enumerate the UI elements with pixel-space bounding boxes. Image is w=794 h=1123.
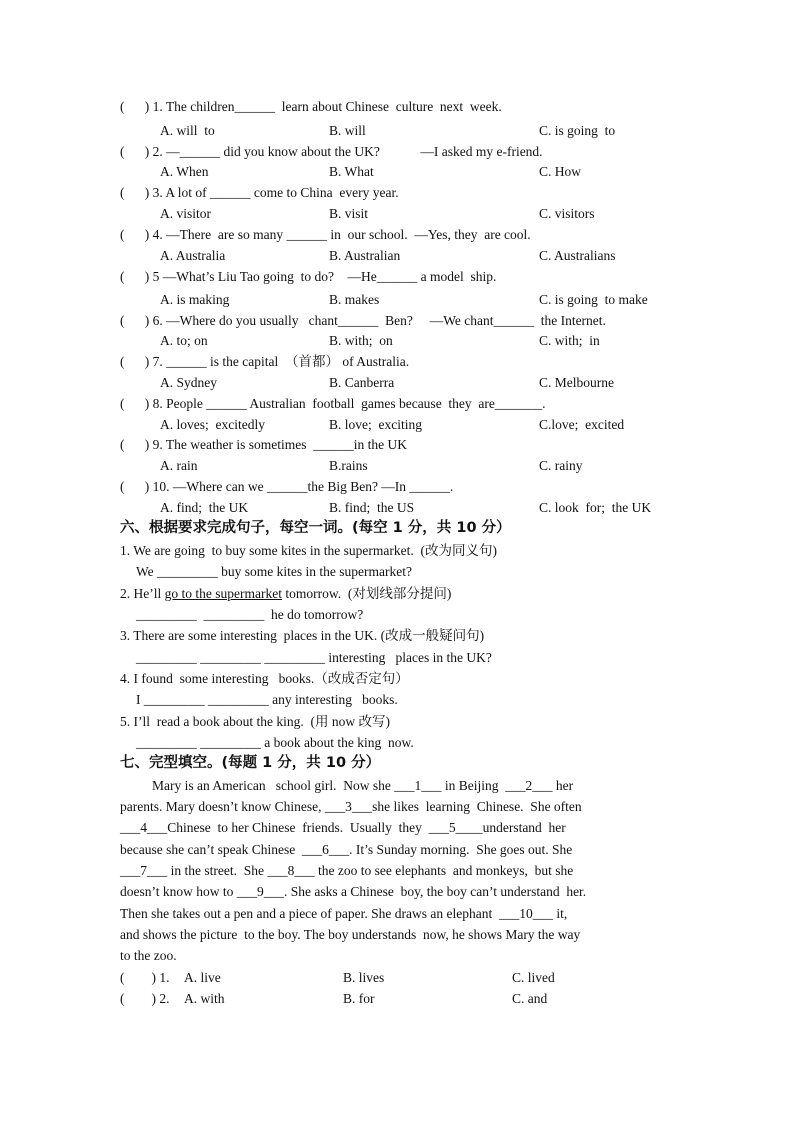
- option-a: A. live: [184, 970, 221, 985]
- option-a: A. visitor: [160, 206, 212, 221]
- passage-line: ___7___ in the street. She ___8___ the zoo to see elephants and monkeys, but she: [120, 863, 574, 878]
- option-a: A. Sydney: [160, 375, 217, 390]
- option-b: B. lives: [343, 970, 385, 985]
- passage-line: to the zoo.: [120, 948, 177, 963]
- answer-line: _________ _________ _________ interesting places in the UK?: [136, 650, 492, 665]
- question-7: ( ) 7. ______ is the capital （首都） of Australia.: [120, 354, 410, 369]
- item-1: 1. We are going to buy some kites in the supermarket. (改为同义句): [120, 543, 497, 558]
- option-a: A. loves; excitedly: [160, 417, 265, 432]
- passage-line: and shows the picture to the boy. The boy understands now, he shows Mary the way: [120, 927, 581, 942]
- option-b: B. love; exciting: [329, 417, 422, 432]
- passage-line: parents. Mary doesn’t know Chinese, ___3___she likes learning Chinese. She often: [120, 799, 582, 814]
- option-c: C. rainy: [539, 458, 583, 473]
- option-c: C. and: [512, 991, 548, 1006]
- option-c: C. lived: [512, 970, 555, 985]
- cloze-question-2: ( ) 2.: [120, 991, 170, 1006]
- option-b: B. find; the US: [329, 500, 415, 515]
- section-title: 七、完型填空。(每题 1 分，共 10 分）: [120, 755, 381, 771]
- option-a: A. with: [184, 991, 225, 1006]
- option-b: B. Australian: [329, 248, 401, 263]
- question-5: ( ) 5 —What’s Liu Tao going to do? —He______ a model ship.: [120, 269, 497, 284]
- option-a: A. rain: [160, 458, 198, 473]
- question-9: ( ) 9. The weather is sometimes ______in the UK: [120, 437, 407, 452]
- option-c: C. Melbourne: [539, 375, 614, 390]
- option-a: A. will to: [160, 123, 215, 138]
- option-c: C. visitors: [539, 206, 595, 221]
- passage-line: because she can’t speak Chinese ___6___. It’s Sunday morning. She goes out. She: [120, 842, 573, 857]
- option-a: A. When: [160, 164, 209, 179]
- section-title: 六、根据要求完成句子，每空一词。(每空 1 分，共 10 分）: [120, 520, 511, 536]
- passage-line: doesn’t know how to ___9___. She asks a Chinese boy, the boy can’t understand her.: [120, 884, 587, 899]
- option-b: B. with; on: [329, 333, 393, 348]
- option-b: B. makes: [329, 292, 380, 307]
- option-c: C. How: [539, 164, 582, 179]
- option-b: B. for: [343, 991, 375, 1006]
- answer-line: _________ _________ a book about the king now.: [136, 735, 414, 750]
- question-6: ( ) 6. —Where do you usually chant______ Ben? —We chant______ the Internet.: [120, 313, 606, 328]
- option-a: A. to; on: [160, 333, 208, 348]
- passage-line: Mary is an American school girl. Now she ___1___ in Beijing ___2___ her: [152, 778, 574, 793]
- option-c: C. Australians: [539, 248, 616, 263]
- question-10: ( ) 10. —Where can we ______the Big Ben? —In ______.: [120, 479, 454, 494]
- option-b: B.rains: [329, 458, 368, 473]
- answer-line: I _________ _________ any interesting books.: [136, 692, 398, 707]
- option-a: A. find; the UK: [160, 500, 249, 515]
- passage-line: Then she takes out a pen and a piece of paper. She draws an elephant ___10___ it,: [120, 906, 568, 921]
- item-4: 4. I found some interesting books.（改成否定句）: [120, 671, 409, 686]
- option-b: B. will: [329, 123, 366, 138]
- question-4: ( ) 4. —There are so many ______ in our school. —Yes, they are cool.: [120, 227, 531, 242]
- item-2: 2. He’ll go to the supermarket tomorrow. (对划线部分提问): [120, 586, 452, 601]
- option-a: A. is making: [160, 292, 230, 307]
- question-8: ( ) 8. People ______ Australian football games because they are_______.: [120, 396, 546, 411]
- answer-line: We _________ buy some kites in the supermarket?: [136, 564, 412, 579]
- answer-line: _________ _________ he do tomorrow?: [136, 607, 364, 622]
- question-1: ( ) 1. The children______ learn about Chinese culture next week.: [120, 99, 502, 114]
- question-2: ( ) 2. —______ did you know about the UK? —I asked my e-friend.: [120, 144, 543, 159]
- option-a: A. Australia: [160, 248, 226, 263]
- item-5: 5. I’ll read a book about the king. (用 now 改写): [120, 714, 390, 729]
- option-c: C. is going to make: [539, 292, 648, 307]
- cloze-question-1: ( ) 1.: [120, 970, 170, 985]
- option-c: C. is going to: [539, 123, 616, 138]
- item-3: 3. There are some interesting places in the UK. (改成一般疑问句): [120, 628, 485, 643]
- option-c: C. look for; the UK: [539, 500, 652, 515]
- passage-line: ___4___Chinese to her Chinese friends. Usually they ___5____understand her: [120, 820, 566, 835]
- option-c: C.love; excited: [539, 417, 625, 432]
- question-3: ( ) 3. A lot of ______ come to China every year.: [120, 185, 399, 200]
- option-b: B. What: [329, 164, 374, 179]
- option-c: C. with; in: [539, 333, 600, 348]
- option-b: B. visit: [329, 206, 369, 221]
- option-b: B. Canberra: [329, 375, 395, 390]
